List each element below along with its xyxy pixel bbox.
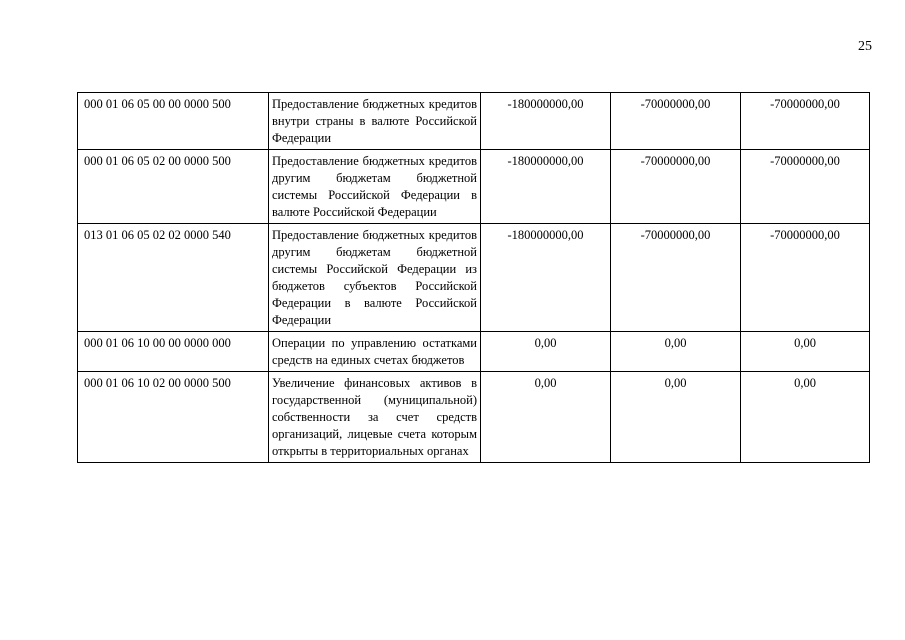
table-row bbox=[78, 93, 870, 150]
amount-year2-cell: 0,00 bbox=[611, 372, 741, 463]
amount-year2-cell: -70000000,00 bbox=[611, 224, 741, 332]
amount-year1-cell: 0,00 bbox=[481, 332, 611, 372]
budget-name-cell: Операции по управлению остатками средств на единых счетах бюджетов bbox=[269, 332, 481, 372]
budget-code-cell: 000 01 06 10 02 00 0000 500 bbox=[78, 372, 269, 463]
amount-year1-cell: -180000000,00 bbox=[481, 224, 611, 332]
table-row bbox=[78, 332, 870, 372]
amount-year1-cell: -180000000,00 bbox=[481, 93, 611, 150]
amount-year3-cell: -70000000,00 bbox=[741, 93, 870, 150]
budget-code-cell: 000 01 06 10 00 00 0000 000 bbox=[78, 332, 269, 372]
budget-code-cell: 000 01 06 05 00 00 0000 500 bbox=[78, 93, 269, 150]
amount-year2-cell: -70000000,00 bbox=[611, 93, 741, 150]
amount-year1-cell: 0,00 bbox=[481, 372, 611, 463]
budget-name-cell: Предоставление бюджетных кредитов другим бюджетам бюджетной системы Российской Федерации в валюте Российской Федерации bbox=[269, 150, 481, 224]
table-row bbox=[78, 372, 870, 463]
amount-year3-cell: -70000000,00 bbox=[741, 224, 870, 332]
amount-year2-cell: -70000000,00 bbox=[611, 150, 741, 224]
budget-name-cell: Предоставление бюджетных кредитов другим бюджетам бюджетной системы Российской Федерации из бюджетов субъектов Российской Федерации в валюте Российской Федерации bbox=[269, 224, 481, 332]
page-number: 25 bbox=[858, 39, 872, 54]
amount-year1-cell: -180000000,00 bbox=[481, 150, 611, 224]
amount-year3-cell: 0,00 bbox=[741, 332, 870, 372]
budget-code-cell: 013 01 06 05 02 02 0000 540 bbox=[78, 224, 269, 332]
budget-name-cell: Предоставление бюджетных кредитов внутри страны в валюте Российской Федерации bbox=[269, 93, 481, 150]
table-row bbox=[78, 150, 870, 224]
budget-name-cell: Увеличение финансовых активов в государственной (муниципальной) собственности за счет средств организаций, лицевые счета которым открыты в территориальных органах bbox=[269, 372, 481, 463]
amount-year2-cell: 0,00 bbox=[611, 332, 741, 372]
amount-year3-cell: 0,00 bbox=[741, 372, 870, 463]
budget-code-cell: 000 01 06 05 02 00 0000 500 bbox=[78, 150, 269, 224]
amount-year3-cell: -70000000,00 bbox=[741, 150, 870, 224]
budget-sources-table bbox=[77, 92, 870, 463]
table-row bbox=[78, 224, 870, 332]
